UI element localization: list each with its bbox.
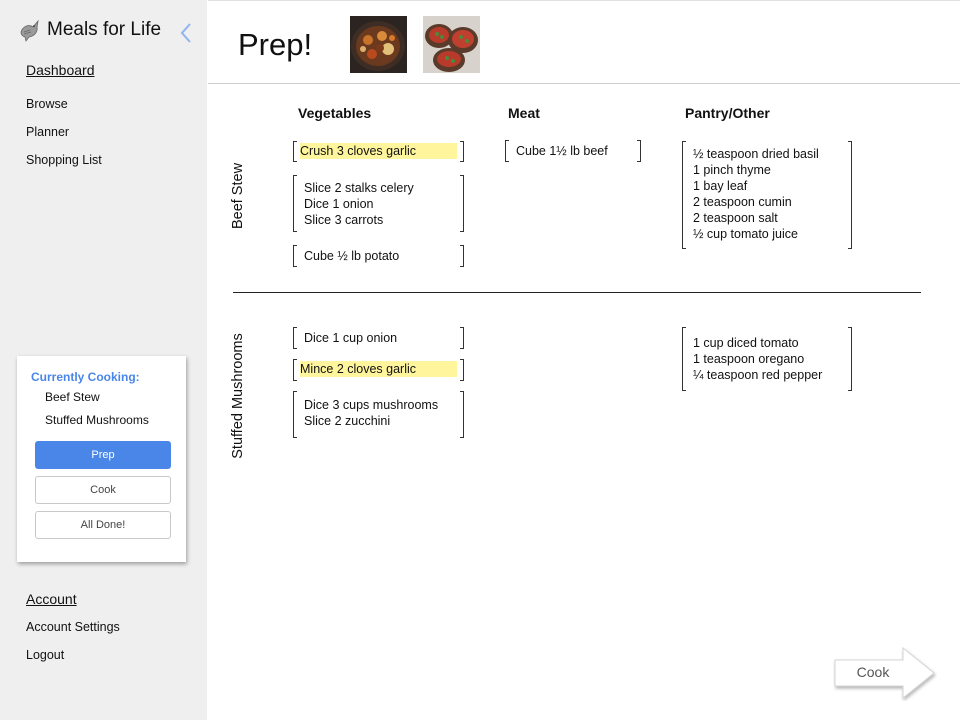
- next-cook-button[interactable]: [833, 647, 937, 701]
- prep-task[interactable]: [505, 140, 641, 162]
- task-line: 1 cup diced tomato: [693, 336, 799, 350]
- cook-button[interactable]: Cook: [35, 476, 171, 504]
- prep-button[interactable]: Prep: [35, 441, 171, 469]
- prep-task[interactable]: [293, 391, 464, 438]
- stuffed-mushrooms-thumbnail[interactable]: [423, 16, 480, 73]
- currently-cooking-title: Currently Cooking:: [31, 370, 140, 384]
- cooking-meal-item[interactable]: Beef Stew: [45, 390, 100, 404]
- cooking-meal-item[interactable]: Stuffed Mushrooms: [45, 413, 149, 427]
- prep-task[interactable]: [682, 141, 852, 249]
- next-cook-label: Cook: [856, 664, 890, 680]
- recipe-divider: [233, 292, 921, 293]
- task-line: ½ cup tomato juice: [693, 227, 798, 241]
- sidebar: [0, 0, 207, 720]
- all-done-button[interactable]: All Done!: [35, 511, 171, 539]
- task-line: Dice 1 onion: [304, 197, 374, 211]
- task-line: Crush 3 cloves garlic: [300, 143, 457, 159]
- prep-task[interactable]: [293, 359, 464, 381]
- prep-task[interactable]: [293, 327, 464, 349]
- task-line: Dice 3 cups mushrooms: [304, 398, 439, 412]
- task-line: ½ teaspoon dried basil: [693, 147, 819, 161]
- prep-task[interactable]: [682, 327, 852, 391]
- nav-logout[interactable]: Logout: [26, 648, 65, 662]
- column-header-meat: Meat: [508, 105, 540, 121]
- chevron-left-icon[interactable]: [176, 20, 196, 46]
- task-line: Slice 2 zucchini: [304, 414, 391, 428]
- nav-planner[interactable]: Planner: [26, 125, 70, 139]
- page-title: Prep!: [238, 27, 313, 62]
- currently-cooking-card: [17, 356, 186, 562]
- task-line: Slice 2 stalks celery: [304, 181, 414, 195]
- beef-stew-thumbnail[interactable]: [350, 16, 407, 73]
- brand[interactable]: [18, 18, 161, 42]
- row-label-beef-stew: Beef Stew: [230, 162, 246, 230]
- prep-task[interactable]: [293, 245, 464, 267]
- nav-dashboard[interactable]: Dashboard: [26, 62, 95, 78]
- task-line: Cube ½ lb potato: [304, 249, 400, 263]
- task-line: 1 pinch thyme: [693, 163, 771, 177]
- prep-task[interactable]: [293, 175, 464, 232]
- nav-shopping-list[interactable]: Shopping List: [26, 153, 102, 167]
- column-header-vegetables: Vegetables: [298, 105, 372, 121]
- task-line: Slice 3 carrots: [304, 213, 384, 227]
- nav-account-settings[interactable]: Account Settings: [26, 620, 120, 634]
- task-line: Cube 1½ lb beef: [516, 144, 608, 158]
- task-line: 2 teaspoon salt: [693, 211, 778, 225]
- page-header: [208, 0, 960, 84]
- task-line: 1 teaspoon oregano: [693, 352, 805, 366]
- prep-task[interactable]: [293, 141, 464, 162]
- task-line: Mince 2 cloves garlic: [300, 361, 457, 377]
- brand-name: Meals for Life: [47, 19, 162, 40]
- task-line: 1 bay leaf: [693, 179, 748, 193]
- task-line: Dice 1 cup onion: [304, 331, 398, 345]
- task-line: 2 teaspoon cumin: [693, 195, 792, 209]
- column-header-pantry: Pantry/Other: [685, 105, 770, 121]
- bird-logo-icon: [18, 18, 40, 42]
- nav-browse[interactable]: Browse: [26, 97, 68, 111]
- task-line: ¼ teaspoon red pepper: [693, 368, 823, 382]
- nav-account[interactable]: Account: [26, 591, 77, 607]
- row-label-stuffed-mushrooms: Stuffed Mushrooms: [230, 333, 246, 459]
